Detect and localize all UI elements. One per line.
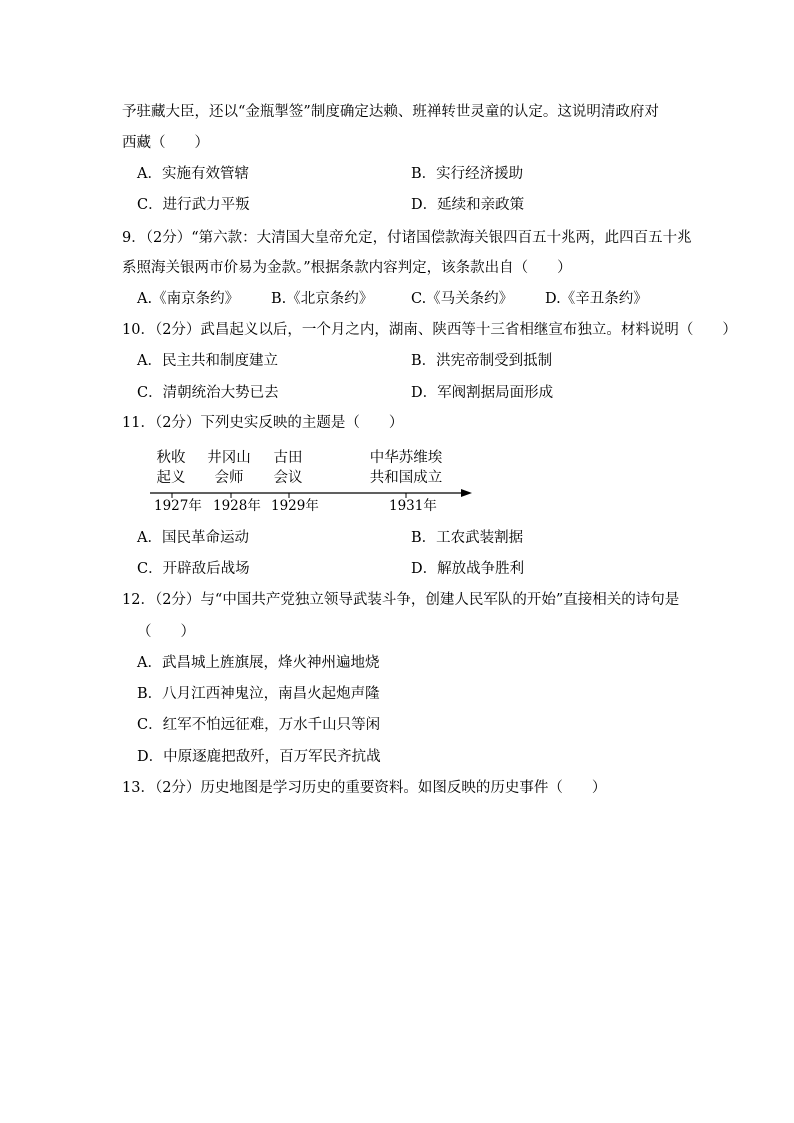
q12-option-c: C．红军不怕远征难，万水千山只等闲 xyxy=(137,717,381,733)
q9-option-d: D.《辛丑条约》 xyxy=(545,291,648,307)
q12-option-b: B．八月江西神鬼泣，南昌火起炮声隆 xyxy=(137,686,380,702)
q11-option-d: D．解放战争胜利 xyxy=(411,561,525,577)
q12-option-d: D．中原逐鹿把敌歼，百万军民齐抗战 xyxy=(137,749,381,765)
q11-stem: 11．（2分）下列史实反映的主题是（ ） xyxy=(122,415,404,431)
q10-option-c: C．清朝统治大势已去 xyxy=(137,385,279,401)
timeline-year-1929: 1929年 xyxy=(271,498,319,514)
q12-stem-line2: （ ） xyxy=(137,624,195,640)
q11-option-b: B．工农武装割据 xyxy=(411,530,524,546)
q8-option-d: D．延续和亲政策 xyxy=(411,197,525,213)
timeline-year-1931: 1931年 xyxy=(389,498,437,514)
timeline-event-2-bottom: 会师 xyxy=(214,470,244,486)
timeline-event-4-bottom: 共和国成立 xyxy=(369,470,443,486)
q10-option-b: B．洪宪帝制受到抵制 xyxy=(411,353,553,369)
q8-stem-line1: 予驻藏大臣，还以“金瓶掣签”制度确定达赖、班禅转世灵童的认定。这说明清政府对 xyxy=(122,104,659,120)
timeline-event-4-top: 中华苏维埃 xyxy=(369,450,443,466)
q8-stem-line2: 西藏（ ） xyxy=(122,135,209,151)
timeline-event-2-top: 井冈山 xyxy=(207,450,251,466)
timeline-event-1-bottom: 起义 xyxy=(156,470,186,486)
timeline-event-3-top: 古田 xyxy=(273,450,303,466)
q9-stem-line1: 9．（2分）“第六款：大清国大皇帝允定，付诸国偿款海关银四百五十兆两，此四百五十兆 xyxy=(122,230,692,246)
q13-stem: 13．（2分）历史地图是学习历史的重要资料。如图反映的历史事件（ ） xyxy=(122,780,607,796)
q10-option-a: A．民主共和制度建立 xyxy=(137,353,278,369)
timeline-event-3-bottom: 会议 xyxy=(273,470,303,486)
timeline-event-1-top: 秋收 xyxy=(156,450,186,466)
q9-stem-line2: 系照海关银两市价易为金款。”根据条款内容判定，该条款出自（ ） xyxy=(122,260,572,276)
q8-option-a: A．实施有效管辖 xyxy=(137,166,249,182)
q9-option-a: A.《南京条约》 xyxy=(137,291,240,307)
q8-option-b: B．实行经济援助 xyxy=(411,166,524,182)
q9-option-c: C.《马关条约》 xyxy=(411,291,514,307)
q9-option-b: B.《北京条约》 xyxy=(271,291,374,307)
q8-option-c: C．进行武力平叛 xyxy=(137,197,250,213)
timeline-year-1928: 1928年 xyxy=(213,498,261,514)
q10-option-d: D．军阀割据局面形成 xyxy=(411,385,554,401)
timeline-arrow-head xyxy=(461,489,472,497)
q12-option-a: A．武昌城上旌旗展，烽火神州遍地烧 xyxy=(137,655,380,671)
q10-stem: 10．（2分）武昌起义以后，一个月之内，湖南、陕西等十三省相继宣布独立。材料说明（ ） xyxy=(122,322,737,338)
q11-option-c: C．开辟敌后战场 xyxy=(137,561,250,577)
q12-stem-line1: 12．（2分）与“中国共产党独立领导武装斗争，创建人民军队的开始”直接相关的诗句是 xyxy=(122,592,680,608)
timeline-year-1927: 1927年 xyxy=(154,498,202,514)
q11-option-a: A．国民革命运动 xyxy=(137,530,249,546)
